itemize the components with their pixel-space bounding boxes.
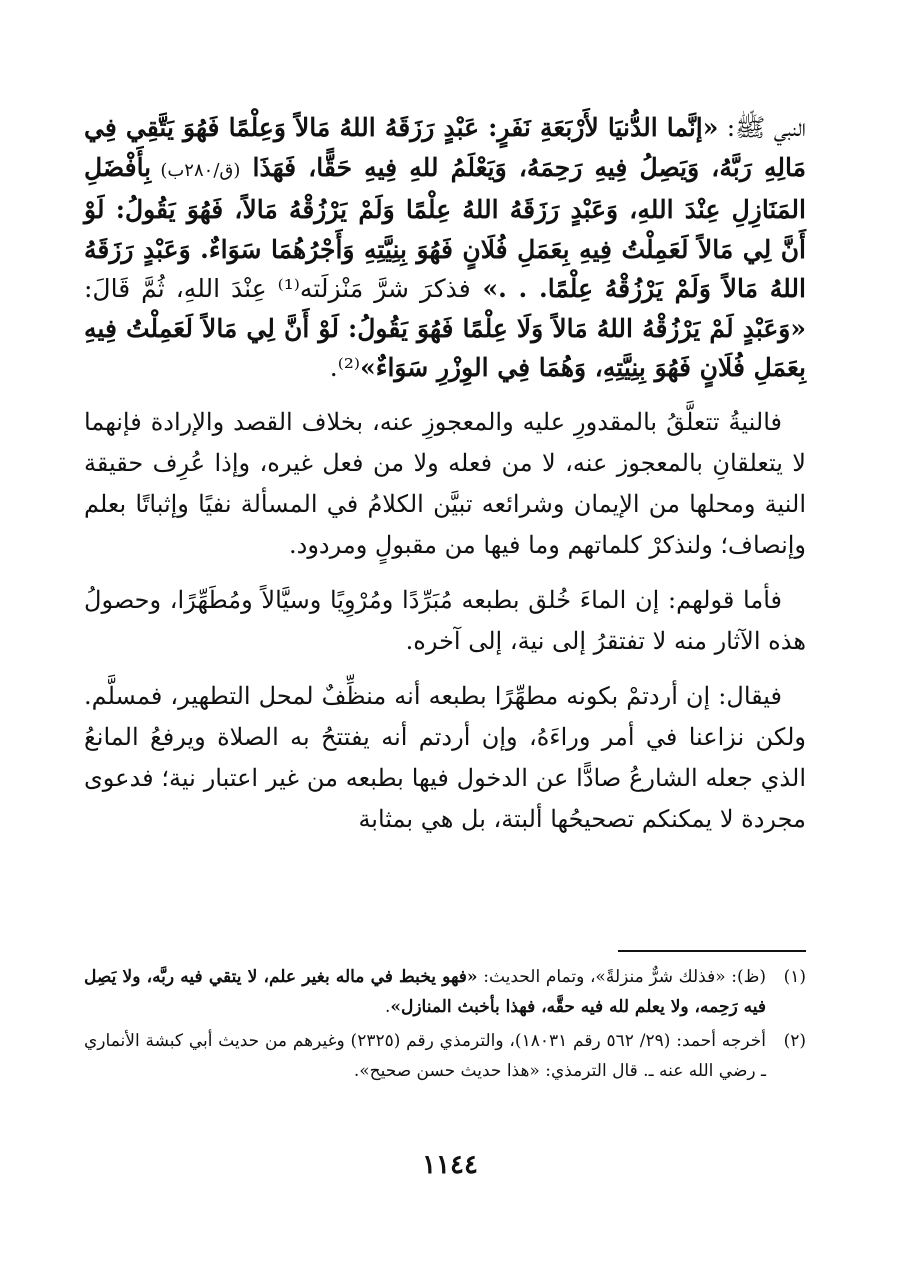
hadith-intro: النبي ﷺ: <box>718 113 806 142</box>
hadith-paragraph <box>84 108 806 388</box>
body-paragraph-response: فيقال: إن أردتمْ بكونه مطهِّرًا بطبعه أنه منظِّفٌ لمحل التطهير، فمسلَّم. ولكن نزاعنا في أمر وراءَهُ، وإن أردتم أنه يفتتحُ به الصلاة ويرفعُ المانعُ الذي جعله الشارعُ صادًّا عن الدخول فيها بطبعه من غير اعتبار نية؛ فدعوى مجردة لا يمكنكم تصحيحُها ألبتة، بل هي بمثابة <box>84 681 806 833</box>
footnote-1 <box>84 962 806 1022</box>
footnote-2 <box>84 1026 806 1086</box>
hadith-quote-part-3: «وَعَبْدٍ لَمْ يَرْزُقْهُ اللهُ مَالاً وَلَا عِلْمًا فَهُوَ يَقُولُ: لَوْ أَنَّ لِي مَالاً لَعَمِلْتُ فِيهِ بِعَمَلِ فُلَانٍ فَهُوَ بِنِيَّتِهِ، وَهُمَا فِي الوِزْرِ سَوَاءٌ» <box>84 313 806 382</box>
hadith-quote-part-2: بِأَفْضَلِ المَنَازِلِ عِنْدَ اللهِ، وَعَبْدٍ رَزَقَهُ اللهُ عِلْمًا وَلَمْ يَرْزُقْهُ مَالاً، فَهُوَ يَقُولُ: لَوْ أَنَّ لِي مَالاً لَعَمِلْتُ فِيهِ بِعَمَلِ فُلَانٍ فَهُوَ بِنِيَّتِهِ وَأَجْرُهُمَا سَوَاءٌ. وَعَبْدٍ رَزَقَهُ اللهُ مَالاً وَلَمْ يَرْزُقْهُ عِلْمًا. . .» <box>84 152 806 303</box>
footnote-lead: أخرجه أحمد: (٢٩/ ٥٦٢ رقم ١٨٠٣١)، والترمذي رقم (٢٣٢٥) وغيرهم من حديث أبي كبشة الأنماري ـ رضي الله عنه ـ. قال الترمذي: «هذا حديث حسن صحيح». <box>84 1031 766 1081</box>
footnote-body <box>84 962 766 1022</box>
footnote-body <box>84 1026 766 1086</box>
footnotes <box>84 962 806 1090</box>
footnote-marker: ⁽²⁾. <box>329 353 361 382</box>
footnote-number: (٢) <box>783 1031 806 1051</box>
body-paragraph-niyyah: فالنيةُ تتعلَّقُ بالمقدورِ عليه والمعجوزِ عنه، بخلاف القصد والإرادة فإنهما لا يتعلقانِ بالمعجوز عنه، لا من فعله ولا من فعل غيره، وإذا عُرِف حقيقة النية ومحلها من الإيمان وشرائعه تبيَّن الكلامُ في المسألة نفيًا وإثباتًا بعلم وإنصاف؛ ولنذكرْ كلماتهم وما فيها من مقبولٍ ومردود. <box>84 407 806 559</box>
page-number: ١١٤٤ <box>422 1150 478 1180</box>
main-text <box>84 108 806 854</box>
body-paragraph-water: فأما قولهم: إن الماءَ خُلق بطبعه مُبَرِّدًا ومُرْوِيًا وسيَّالاً ومُطَهِّرًا، وحصولُ هذه الآثار منه لا تفتقرُ إلى نية، إلى آخره. <box>84 585 806 655</box>
footnote-quote: «فهو يخبط في ماله بغير علم، لا يتقي فيه ربَّه، ولا يَصِل فيه رَحِمه، ولا يعلم لله فيه حقَّه، فهذا بأخبث المنازل» <box>84 967 766 1017</box>
hadith-quote-part-1: «إنَّما الدُّنيَا لأَرْبَعَةِ نَفَرٍ: عَبْدٍ رَزَقَهُ اللهُ مَالاً وَعِلْمًا فَهُوَ يَتَّقِي فِي مَالِهِ رَبَّهُ، وَيَصِلُ فِيهِ رَحِمَهُ، وَيَعْلَمُ للهِ فِيهِ حَقًّا، فَهَذَا <box>84 113 806 182</box>
footnote-tail: . <box>384 997 391 1017</box>
footnote-separator <box>618 950 806 952</box>
footnote-lead: (ظ): «فذلك شرٌّ منزلةً»، وتمام الحديث: <box>477 967 766 987</box>
footnote-number: (١) <box>783 967 806 987</box>
narration-interjection: فذكرَ شرَّ مَنْزلَته⁽¹⁾ عِنْدَ اللهِ، ثُمَّ قَالَ: <box>84 274 471 303</box>
manuscript-reference: (ق/٢٨٠ب) <box>151 159 241 181</box>
